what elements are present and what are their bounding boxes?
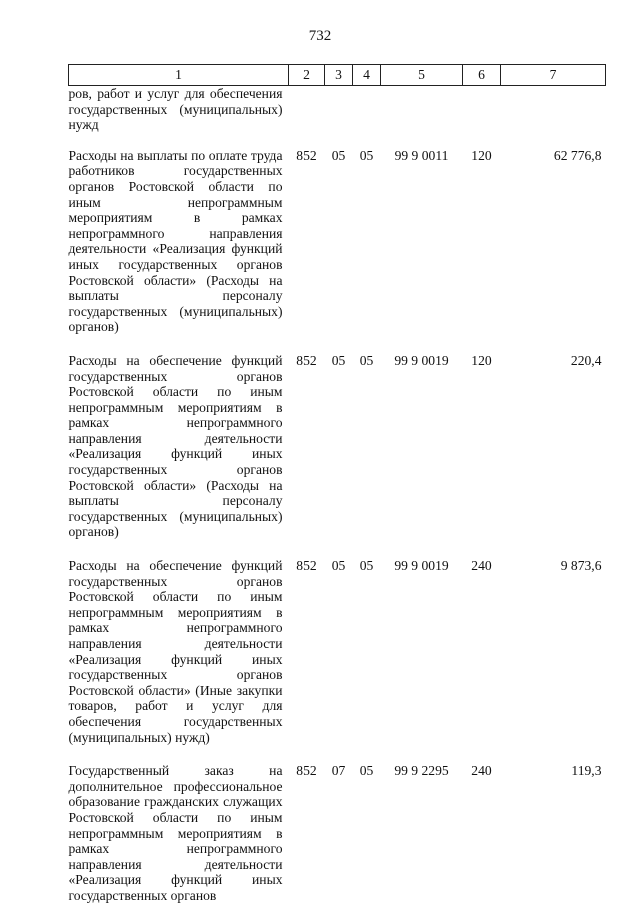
cell-ministry-code: 852 [296,147,317,163]
cell-target-article: 99 9 0019 [394,558,449,574]
row-description: Государственный заказ на дополнительное профессиональное образование гражданских служащих Ростовской области по иным непрограммным мероприятиям в рамках непрограммного направления деятельности «Реализация функций иных государственных органов [68,763,283,903]
table-row [69,353,606,558]
budget-table [68,64,606,922]
cell-expense-type: 240 [471,558,492,574]
row-description: Расходы на обеспечение функций государственных органов Ростовской области по иным непрограммным мероприятиям в рамках непрограммного направления деятельности «Реализация функций иных государственных органов Ростовской области» (Расходы на выплаты персоналу государственных (муниципальных) органов) [68,352,283,540]
cell-amount: 62 776,8 [553,147,602,163]
cell-amount: 119,3 [571,763,602,779]
row-description: ров, работ и услуг для обеспечения государственных (муниципальных) нужд [68,86,283,133]
cell-expense-type: 120 [471,147,492,163]
table-row [69,558,606,763]
column-header-1: 1 [69,65,289,86]
cell-amount: 220,4 [570,352,602,368]
table-row [69,148,606,353]
cell-subsection: 05 [359,558,374,574]
cell-subsection: 05 [359,147,374,163]
cell-section: 07 [331,763,346,779]
column-header-7: 7 [501,65,606,86]
cell-section: 05 [331,147,346,163]
column-header-6: 6 [463,65,501,86]
table-row-continuation [69,86,606,148]
cell-target-article: 99 9 2295 [394,763,449,779]
cell-target-article: 99 9 0019 [394,352,449,368]
cell-ministry-code: 852 [296,352,317,368]
cell-target-article: 99 9 0011 [394,147,449,163]
cell-ministry-code: 852 [296,558,317,574]
table-header-row [69,65,606,86]
row-description: Расходы на выплаты по оплате труда работников государственных органов Ростовской области по иным непрограммным мероприятиям в рамках непрограммного направления деятельности «Реализация функций иных государственных органов Ростовской области» (Расходы на выплаты персоналу государственных (муниципальных) органов) [68,147,283,335]
cell-expense-type: 240 [471,763,492,779]
cell-subsection: 05 [359,352,374,368]
cell-amount: 9 873,6 [560,558,602,574]
cell-section: 05 [331,352,346,368]
cell-section: 05 [331,558,346,574]
page-number: 732 [308,28,332,44]
column-header-3: 3 [325,65,353,86]
table-row [69,763,606,921]
column-header-4: 4 [353,65,381,86]
row-description: Расходы на обеспечение функций государственных органов Ростовской области по иным непрограммным мероприятиям в рамках непрограммного направления деятельности «Реализация функций иных государственных органов Ростовской области» (Иные закупки товаров, работ и услуг для обеспечения государственных (муниципальных) нужд) [68,558,283,745]
cell-expense-type: 120 [471,352,492,368]
column-header-2: 2 [289,65,325,86]
cell-subsection: 05 [359,763,374,779]
column-header-5: 5 [381,65,463,86]
cell-ministry-code: 852 [296,763,317,779]
